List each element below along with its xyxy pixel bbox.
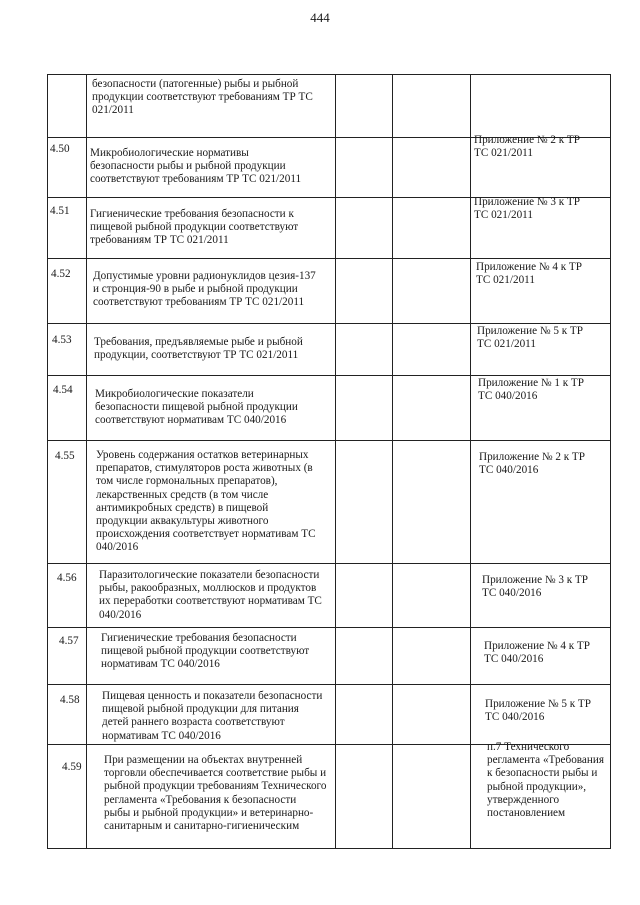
row-line bbox=[47, 74, 611, 75]
row-line bbox=[47, 375, 611, 376]
row-text: Допустимые уровни радионуклидов цезия-137 и стронция-90 в рыбе и рыбной продукции соответствуют требованиям ТР ТС 021/2011 bbox=[93, 270, 316, 309]
page-number: 444 bbox=[310, 10, 330, 25]
row-reference: Приложение № 2 к ТР ТС 040/2016 bbox=[479, 451, 585, 477]
row-number: 4.56 bbox=[57, 572, 77, 584]
row-text: Гигиенические требования безопасности к пищевой рыбной продукции соответствуют требованиям ТР ТС 021/2011 bbox=[90, 208, 299, 247]
row-number: 4.57 bbox=[59, 635, 79, 647]
row-line bbox=[47, 684, 611, 685]
row-line bbox=[47, 627, 611, 628]
row-text: При размещении на объектах внутренней торговли обеспечивается соответствие рыбы и рыбной продукции требованиям Технического регламента «Требования к безопасности рыбы и рыбной продукции» и ветеринарно- санитарным и санитарно-гигиеническим bbox=[104, 754, 327, 833]
row-number: 4.53 bbox=[52, 334, 72, 346]
row-number: 4.59 bbox=[62, 761, 82, 773]
row-reference: Приложение № 3 к ТР ТС 040/2016 bbox=[482, 574, 588, 600]
row-number: 4.50 bbox=[50, 143, 70, 155]
table-divider-col3 bbox=[392, 74, 393, 849]
table-divider-num bbox=[86, 74, 87, 849]
row-number: 4.51 bbox=[50, 205, 70, 217]
row-text: Пищевая ценность и показатели безопасности пищевой рыбной продукции для питания детей раннего возраста соответствуют нормативам ТС 040/2016 bbox=[102, 690, 323, 742]
row-reference: Приложение № 3 к ТР ТС 021/2011 bbox=[474, 196, 580, 222]
row-text: Требования, предъявляемые рыбе и рыбной продукции, соответствуют ТР ТС 021/2011 bbox=[94, 336, 303, 362]
table-divider-col4 bbox=[470, 74, 471, 849]
row-text: Уровень содержания остатков ветеринарных препаратов, стимуляторов роста животных (в том числе гормональных препаратов), лекарственных средств (в том числе антимикробных средств) в пищевой продукции аквакультуры животного происхождения соответствует нормативам ТС 040/2016 bbox=[96, 449, 316, 554]
row-text: Микробиологические нормативы безопасности рыбы и рыбной продукции соответствуют требованиям ТР ТС 021/2011 bbox=[90, 147, 302, 186]
row-line bbox=[47, 440, 611, 441]
row-number: 4.55 bbox=[55, 450, 75, 462]
row-line bbox=[47, 848, 611, 849]
row-reference: Приложение № 5 к ТР ТС 021/2011 bbox=[477, 325, 583, 351]
row-reference: Приложение № 2 к ТР ТС 021/2011 bbox=[474, 134, 580, 160]
row-text: Гигиенические требования безопасности пищевой рыбной продукции соответствуют нормативам ТС 040/2016 bbox=[101, 632, 310, 671]
row-number: 4.54 bbox=[53, 384, 73, 396]
table-border-left bbox=[47, 74, 48, 849]
row-line bbox=[47, 323, 611, 324]
row-text: безопасности (патогенные) рыбы и рыбной продукции соответствуют требованиям ТР ТС 021/2011 bbox=[92, 78, 313, 117]
row-text: Микробиологические показатели безопасности пищевой рыбной продукции соответствуют нормативам ТС 040/2016 bbox=[95, 388, 298, 427]
row-reference: Приложение № 5 к ТР ТС 040/2016 bbox=[485, 698, 591, 724]
row-number: 4.52 bbox=[51, 268, 71, 280]
row-reference: Приложение № 1 к ТР ТС 040/2016 bbox=[478, 377, 584, 403]
row-reference: Приложение № 4 к ТР ТС 040/2016 bbox=[484, 640, 590, 666]
row-reference: Приложение № 4 к ТР ТС 021/2011 bbox=[476, 261, 582, 287]
row-text: Паразитологические показатели безопасности рыбы, ракообразных, моллюсков и продуктов их переработки соответствуют нормативам ТС 040/2016 bbox=[99, 569, 322, 621]
row-reference: п.7 Технического регламента «Требования к безопасности рыбы и рыбной продукции», утвержденного постановлением bbox=[487, 741, 605, 820]
row-line bbox=[47, 258, 611, 259]
row-line bbox=[47, 563, 611, 564]
row-number: 4.58 bbox=[60, 694, 80, 706]
